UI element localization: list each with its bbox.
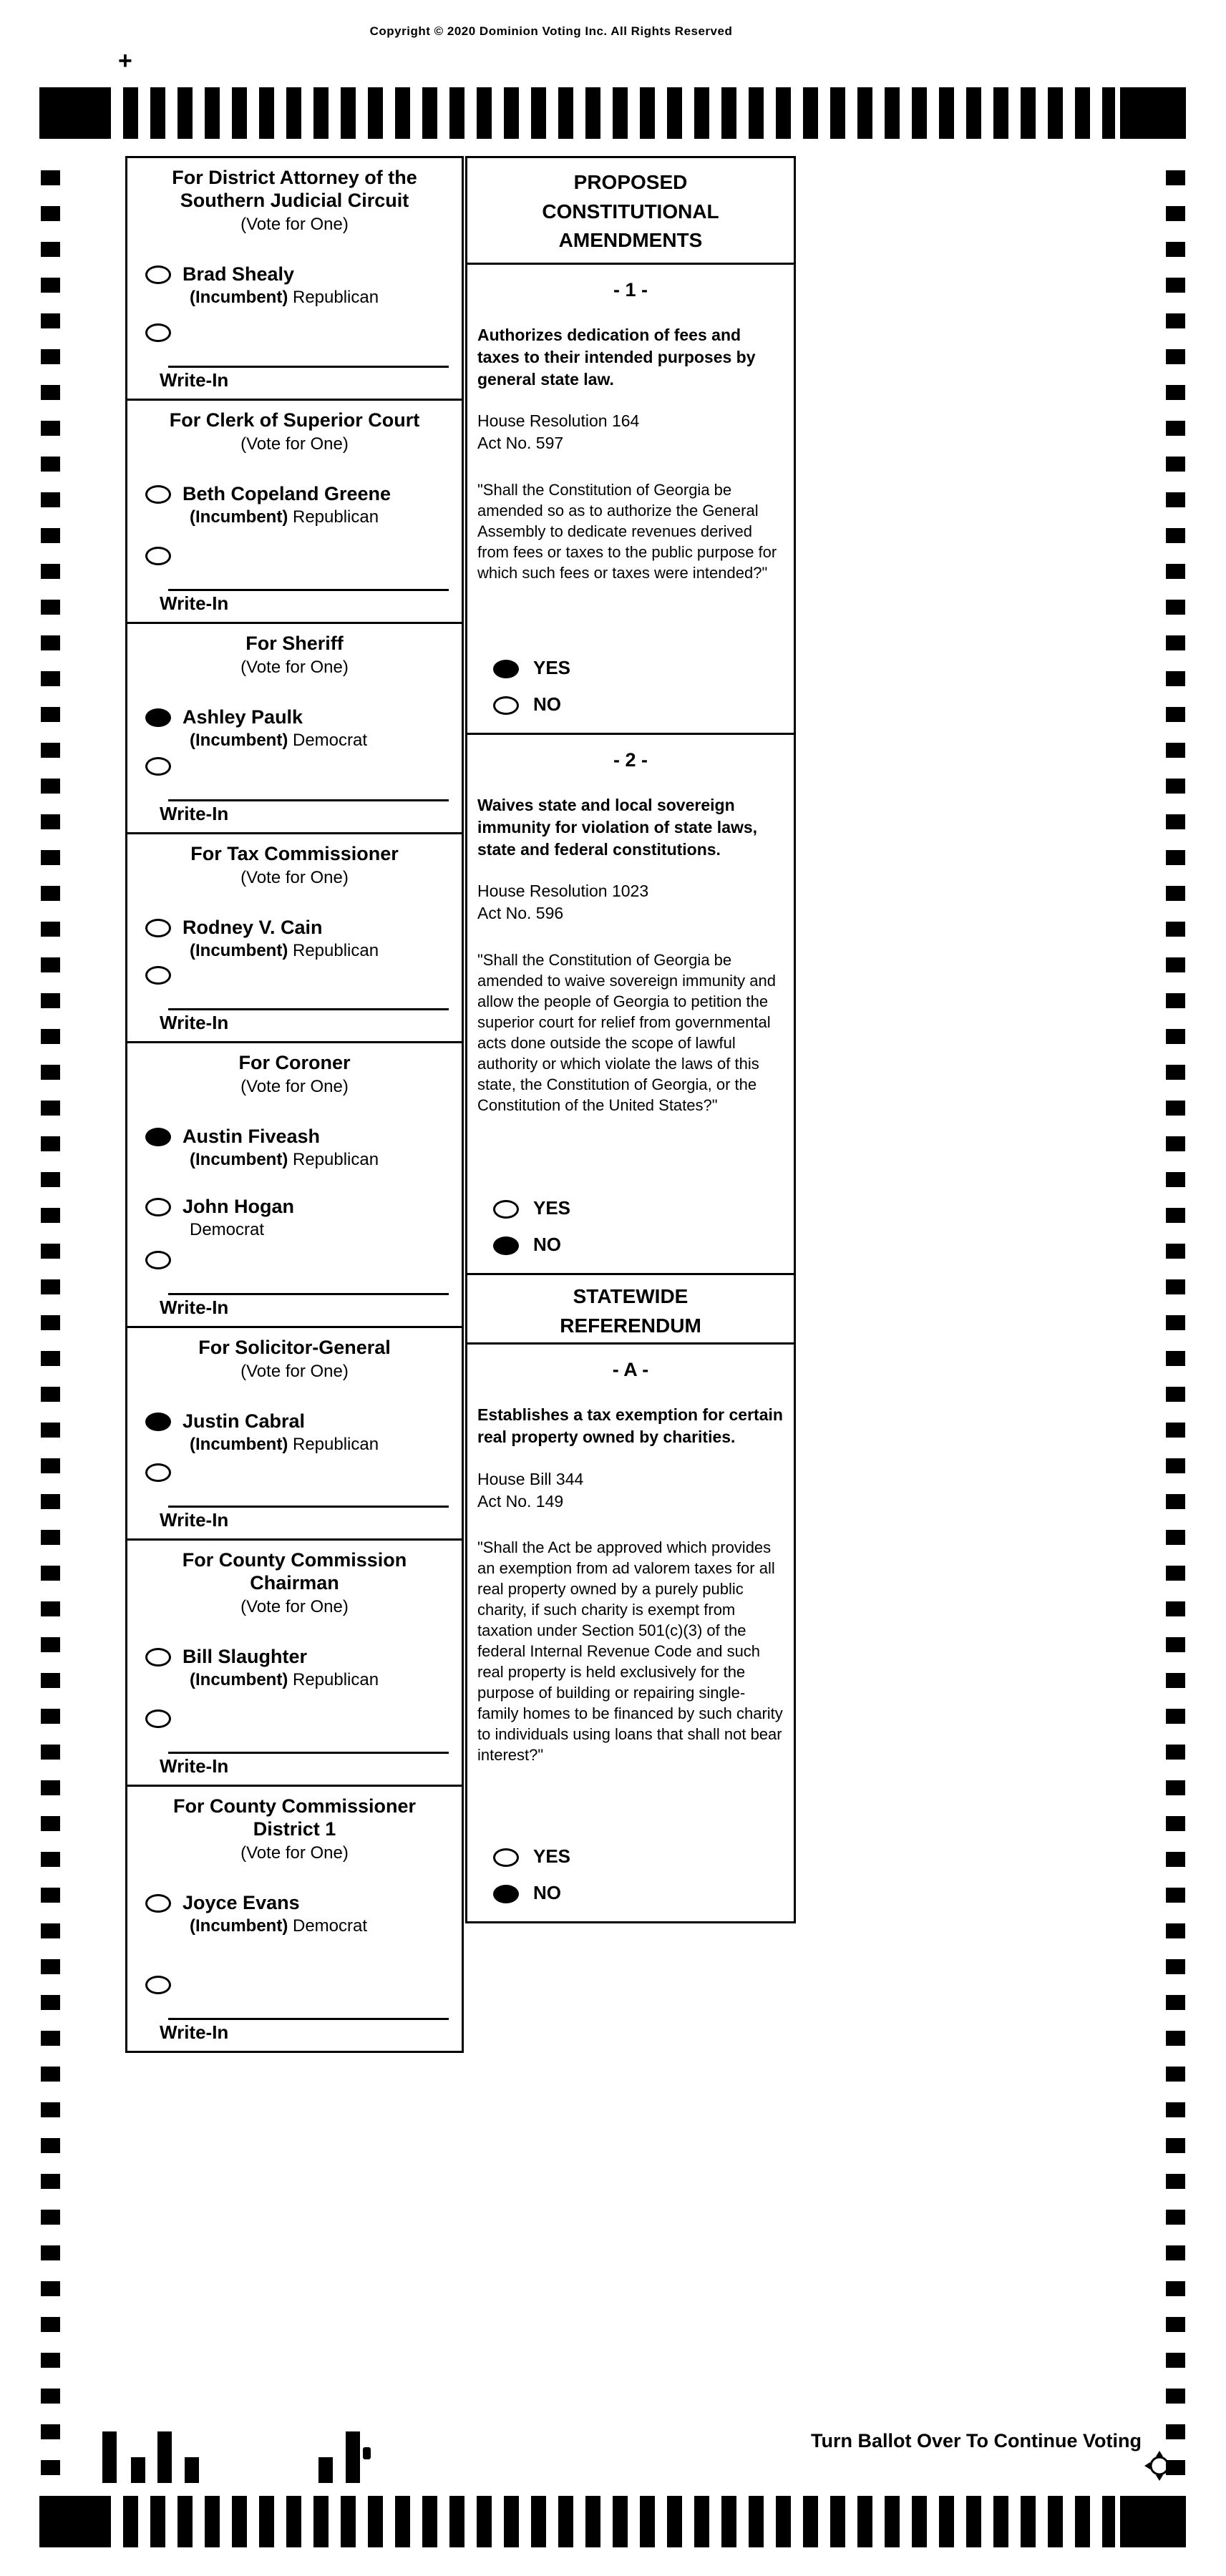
- timing-block: [1120, 2496, 1186, 2547]
- candidate-oval[interactable]: [145, 1894, 171, 1913]
- contest-title-line: For Coroner: [238, 1052, 351, 1073]
- contest-title: [127, 167, 462, 213]
- candidate-row: [145, 1892, 454, 1936]
- contest-sheriff: [125, 622, 464, 834]
- vote-instruction: (Vote for One): [240, 657, 349, 677]
- writein-section: [127, 964, 462, 1034]
- yes-label: YES: [533, 657, 571, 678]
- contest-title-line: Chairman: [250, 1571, 339, 1594]
- timing-marks-left: [41, 170, 60, 2477]
- candidate-party: (Incumbent) Republican: [190, 507, 379, 527]
- vote-instruction: (Vote for One): [240, 1843, 349, 1863]
- measure-reference: [477, 880, 784, 924]
- contest-title-line: For Clerk of Superior Court: [169, 409, 420, 431]
- writein-section: [127, 545, 462, 615]
- candidate-oval[interactable]: [145, 1648, 171, 1667]
- candidate-oval[interactable]: [145, 265, 171, 284]
- barcode-bar: [157, 2431, 172, 2483]
- no-oval[interactable]: [493, 1885, 519, 1903]
- candidate-row: [145, 917, 454, 961]
- amendment-2: [465, 733, 796, 1275]
- act-number-line: Act No. 149: [477, 1491, 564, 1511]
- candidate-party: (Incumbent) Democrat: [190, 730, 368, 750]
- writein-label: Write-In: [160, 1509, 229, 1531]
- vote-instruction: (Vote for One): [240, 867, 349, 887]
- candidate-party: (Incumbent) Democrat: [190, 1916, 368, 1936]
- contest-coroner: [125, 1041, 464, 1328]
- resolution-line: House Resolution 164: [477, 411, 640, 431]
- print-mark: [363, 2447, 371, 2459]
- writein-section: [127, 1974, 462, 2044]
- measure-reference: [477, 410, 784, 454]
- timing-bars: [123, 2496, 1115, 2547]
- candidate-name: Ashley Paulk: [183, 706, 303, 728]
- candidate-row: [145, 1410, 454, 1455]
- header-line: PROPOSED: [573, 171, 688, 193]
- candidate-name: Beth Copeland Greene: [183, 482, 391, 504]
- timing-block: [1120, 87, 1186, 139]
- measure-summary: Establishes a tax exemption for certain real property owned by charities.: [477, 1405, 783, 1446]
- contest-title: [127, 633, 462, 655]
- candidate-row: [145, 706, 454, 751]
- writein-label: Write-In: [160, 1755, 229, 1777]
- candidate-oval[interactable]: [145, 1128, 171, 1146]
- no-oval[interactable]: [493, 696, 519, 715]
- measure-number: - A -: [612, 1359, 649, 1380]
- measures-column: [465, 156, 796, 1923]
- measure-choices: [477, 1183, 784, 1273]
- writein-oval[interactable]: [145, 1976, 171, 1994]
- barcode-bar: [131, 2457, 145, 2483]
- no-choice: [493, 1882, 784, 1904]
- yes-choice: [493, 657, 784, 679]
- no-label: NO: [533, 1234, 561, 1255]
- candidate-oval[interactable]: [145, 708, 171, 727]
- contest-district-attorney: [125, 156, 464, 401]
- writein-oval[interactable]: [145, 547, 171, 565]
- candidate-oval[interactable]: [145, 919, 171, 937]
- writein-oval[interactable]: [145, 1463, 171, 1482]
- writein-line[interactable]: [168, 1752, 449, 1754]
- candidate-row: [145, 1646, 454, 1690]
- vote-instruction: (Vote for One): [240, 1361, 349, 1381]
- barcode-bar: [346, 2431, 360, 2483]
- measure-choices: [477, 643, 784, 733]
- contest-clerk-superior-court: [125, 399, 464, 624]
- contest-title-line: Southern Judicial Circuit: [180, 189, 409, 211]
- contest-title-line: District 1: [253, 1818, 336, 1840]
- writein-oval[interactable]: [145, 323, 171, 342]
- measure-number: - 1 -: [613, 279, 648, 301]
- amendment-1: [465, 263, 796, 735]
- header-line: REFERENDUM: [560, 1314, 701, 1337]
- candidate-name: Brad Shealy: [183, 263, 295, 285]
- contest-title: [127, 1337, 462, 1360]
- candidate-name: Bill Slaughter: [183, 1645, 308, 1667]
- header-line: CONSTITUTIONAL: [542, 200, 719, 223]
- candidate-party: (Incumbent) Republican: [190, 940, 379, 960]
- writein-label: Write-In: [160, 803, 229, 824]
- writein-section: [127, 1707, 462, 1777]
- measure-number: - 2 -: [613, 749, 648, 771]
- barcode-bar: [185, 2457, 199, 2483]
- no-label: NO: [533, 693, 561, 715]
- contest-title-line: For District Attorney of the: [172, 167, 417, 188]
- header-line: AMENDMENTS: [558, 229, 703, 252]
- copyright-notice: Copyright © 2020 Dominion Voting Inc. All Rights Reserved: [369, 24, 733, 38]
- timing-block: [39, 87, 111, 139]
- writein-line[interactable]: [168, 366, 449, 368]
- amendments-header: [465, 156, 796, 265]
- yes-oval[interactable]: [493, 1848, 519, 1867]
- measure-choices: [477, 1831, 784, 1921]
- writein-oval[interactable]: [145, 966, 171, 985]
- candidate-party: (Incumbent) Republican: [190, 1434, 379, 1454]
- contest-county-commissioner-district-1: [125, 1785, 464, 2053]
- contest-tax-commissioner: [125, 832, 464, 1043]
- candidate-party: (Incumbent) Republican: [190, 287, 379, 307]
- contest-title: [127, 1795, 462, 1841]
- contest-title-line: For Solicitor-General: [198, 1337, 391, 1358]
- measure-summary: Waives state and local sovereign immunity for violation of state laws, state and federal constitutions.: [477, 796, 758, 859]
- barcode-bar: [318, 2457, 333, 2483]
- writein-line[interactable]: [168, 589, 449, 591]
- measure-question: "Shall the Constitution of Georgia be amended so as to authorize the General Assembly to dedicate revenues derived from fees or taxes to the public purpose for which such fees or taxes were intended?": [477, 480, 777, 582]
- contest-solicitor-general: [125, 1326, 464, 1541]
- contest-title: [127, 1052, 462, 1075]
- alignment-plus-mark: +: [118, 47, 132, 74]
- candidate-oval[interactable]: [145, 1198, 171, 1216]
- resolution-line: House Resolution 1023: [477, 882, 649, 901]
- measure-reference: [477, 1468, 784, 1513]
- writein-section: [127, 1249, 462, 1319]
- writein-section: [127, 321, 462, 391]
- writein-oval[interactable]: [145, 757, 171, 776]
- registration-mark-icon: [1144, 2450, 1175, 2485]
- candidate-row: [145, 263, 454, 308]
- barcode-bar: [102, 2431, 117, 2483]
- referendum-header: [465, 1273, 796, 1345]
- contests-column: [125, 156, 464, 2053]
- vote-instruction: (Vote for One): [240, 214, 349, 234]
- measure-summary: Authorizes dedication of fees and taxes to their intended purposes by general state law.: [477, 326, 756, 389]
- vote-instruction: (Vote for One): [240, 1076, 349, 1096]
- contest-title-line: For County Commissioner: [172, 1795, 417, 1817]
- turn-ballot-over-text: Turn Ballot Over To Continue Voting: [811, 2430, 1142, 2451]
- writein-oval[interactable]: [145, 1251, 171, 1269]
- timing-block: [39, 2496, 111, 2547]
- candidate-party: Democrat: [190, 1219, 265, 1239]
- writein-line[interactable]: [168, 1008, 449, 1010]
- yes-oval[interactable]: [493, 1200, 519, 1219]
- writein-line[interactable]: [168, 1506, 449, 1508]
- act-number-line: Act No. 597: [477, 434, 564, 453]
- yes-choice: [493, 1197, 784, 1219]
- candidate-row: [145, 483, 454, 527]
- measure-question: "Shall the Act be approved which provides an exemption from ad valorem taxes for all real property owned by a purely public charity, if such charity is exempt from taxation under Section 501(c)(3) of the federal Internal Revenue Code and such real property is held exclusively for the purpose of building or repairing single-family homes to be financed by such charity to individuals using loans that shall not bear interest?": [477, 1538, 783, 1765]
- contest-county-commission-chairman: [125, 1538, 464, 1787]
- writein-section: [127, 755, 462, 825]
- vote-instruction: (Vote for One): [240, 1596, 349, 1616]
- candidate-oval[interactable]: [145, 485, 171, 504]
- measure-question: "Shall the Constitution of Georgia be amended to waive sovereign immunity and allow the people of Georgia to petition the superior court for relief from governmental acts done outside the scope of lawful authority or which violate the laws of this state, the Constitution of Georgia, or the Constitution of the United States?": [477, 950, 777, 1114]
- contest-title: [127, 843, 462, 866]
- candidate-party: (Incumbent) Republican: [190, 1669, 379, 1689]
- no-label: NO: [533, 1882, 561, 1903]
- writein-oval[interactable]: [145, 1709, 171, 1728]
- candidate-name: Justin Cabral: [183, 1410, 306, 1432]
- candidate-name: John Hogan: [183, 1195, 294, 1217]
- candidate-oval[interactable]: [145, 1413, 171, 1431]
- contest-title: [127, 1549, 462, 1595]
- act-number-line: Act No. 596: [477, 904, 564, 923]
- writein-line[interactable]: [168, 799, 449, 801]
- header-line: STATEWIDE: [573, 1285, 689, 1307]
- writein-label: Write-In: [160, 1012, 229, 1033]
- candidate-name: Rodney V. Cain: [183, 916, 323, 938]
- vote-instruction: (Vote for One): [240, 434, 349, 454]
- no-oval[interactable]: [493, 1236, 519, 1255]
- writein-line[interactable]: [168, 1293, 449, 1295]
- writein-line[interactable]: [168, 2018, 449, 2020]
- contest-title-line: For Sheriff: [245, 633, 344, 654]
- timing-marks-right: [1166, 170, 1185, 2477]
- writein-section: [127, 1461, 462, 1531]
- writein-label: Write-In: [160, 369, 229, 391]
- writein-label: Write-In: [160, 1297, 229, 1318]
- candidate-row: [145, 1126, 454, 1170]
- writein-label: Write-In: [160, 2021, 229, 2043]
- writein-label: Write-In: [160, 592, 229, 614]
- contest-title-line: For County Commission: [182, 1549, 407, 1571]
- candidate-row: [145, 1196, 454, 1240]
- yes-choice: [493, 1845, 784, 1868]
- bill-line: House Bill 344: [477, 1469, 584, 1488]
- contest-title-line: For Tax Commissioner: [190, 843, 399, 864]
- no-choice: [493, 693, 784, 716]
- candidate-party: (Incumbent) Republican: [190, 1149, 379, 1169]
- candidate-name: Austin Fiveash: [183, 1125, 321, 1147]
- candidate-name: Joyce Evans: [183, 1891, 300, 1913]
- referendum-a: [465, 1342, 796, 1923]
- timing-bars: [123, 87, 1115, 139]
- yes-oval[interactable]: [493, 660, 519, 678]
- yes-label: YES: [533, 1197, 571, 1219]
- yes-label: YES: [533, 1845, 571, 1867]
- contest-title: [127, 409, 462, 432]
- no-choice: [493, 1234, 784, 1256]
